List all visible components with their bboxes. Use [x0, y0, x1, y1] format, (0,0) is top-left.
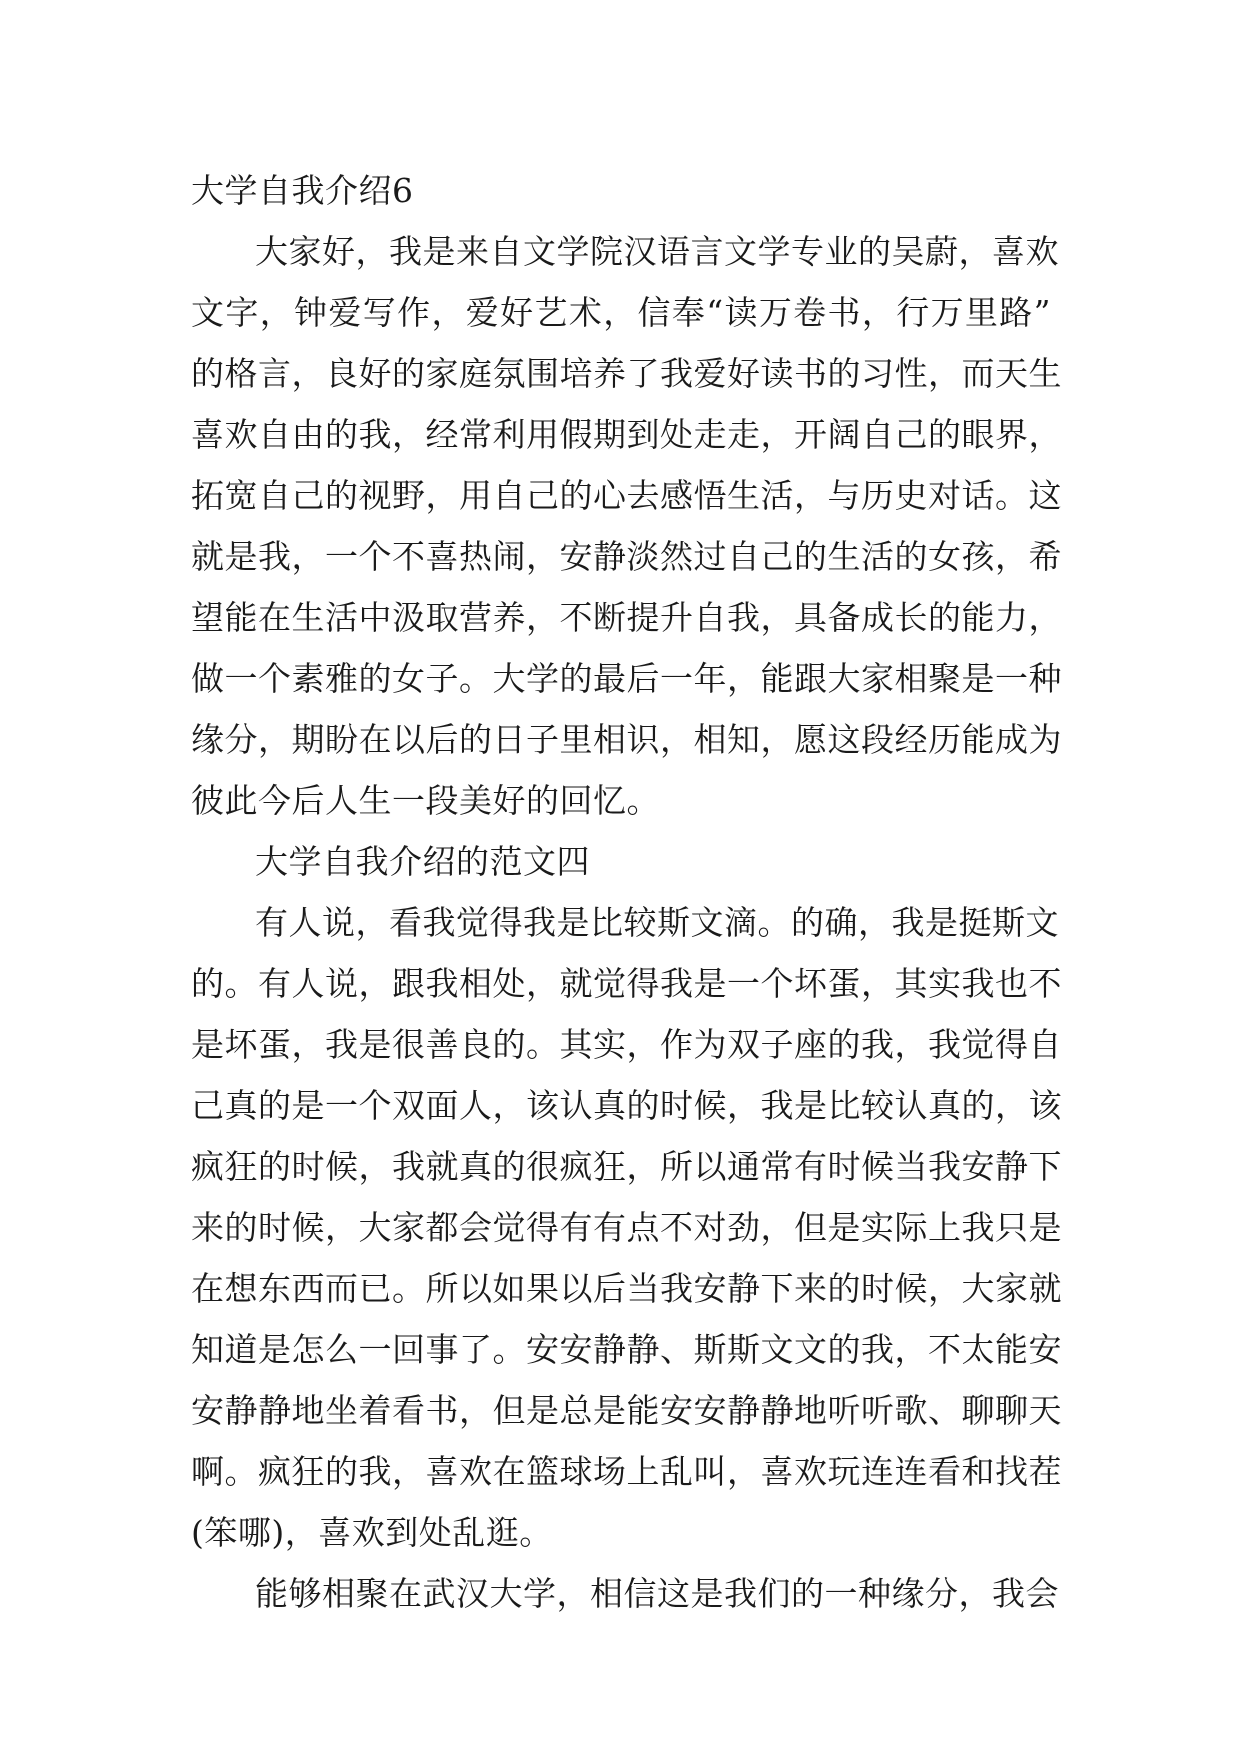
paragraph-line: 来的时候，大家都会觉得有有点不对劲，但是实际上我只是 — [191, 1208, 1062, 1247]
section-subheading: 大学自我介绍的范文四 — [255, 842, 590, 881]
paragraph-line: 彼此今后人生一段美好的回忆。 — [191, 781, 660, 820]
document-page — [191, 160, 1062, 1624]
paragraph-line: 的格言，良好的家庭氛围培养了我爱好读书的习性，而天生 — [191, 354, 1062, 393]
paragraph-1 — [191, 221, 1062, 831]
paragraph-line: 是坏蛋，我是很善良的。其实，作为双子座的我，我觉得自 — [191, 1025, 1062, 1064]
paragraph-line: 有人说，看我觉得我是比较斯文滴。的确，我是挺斯文 — [255, 903, 1059, 942]
paragraph-line: 喜欢自由的我，经常利用假期到处走走，开阔自己的眼界， — [191, 415, 1062, 454]
paragraph-line: 做一个素雅的女子。大学的最后一年，能跟大家相聚是一种 — [191, 659, 1062, 698]
paragraph-2 — [191, 892, 1062, 1563]
paragraph-line: 知道是怎么一回事了。安安静静、斯斯文文的我，不太能安 — [191, 1330, 1062, 1369]
paragraph-line: 疯狂的时候，我就真的很疯狂，所以通常有时候当我安静下 — [191, 1147, 1062, 1186]
paragraph-line: 能够相聚在武汉大学，相信这是我们的一种缘分，我会 — [255, 1574, 1059, 1613]
paragraph-line: 望能在生活中汲取营养，不断提升自我，具备成长的能力， — [191, 598, 1062, 637]
paragraph-line: 在想东西而已。所以如果以后当我安静下来的时候，大家就 — [191, 1269, 1062, 1308]
paragraph-line: 大家好，我是来自文学院汉语言文学专业的吴蔚，喜欢 — [255, 232, 1059, 271]
paragraph-line: 就是我，一个不喜热闹，安静淡然过自己的生活的女孩，希 — [191, 537, 1062, 576]
paragraph-line: 的。有人说，跟我相处，就觉得我是一个坏蛋，其实我也不 — [191, 964, 1062, 1003]
paragraph-line: 己真的是一个双面人，该认真的时候，我是比较认真的，该 — [191, 1086, 1062, 1125]
paragraph-line: (笨哪)，喜欢到处乱逛。 — [191, 1513, 553, 1552]
paragraph-line: 缘分，期盼在以后的日子里相识，相知，愿这段经历能成为 — [191, 720, 1062, 759]
paragraph-line: 安静静地坐着看书，但是总是能安安静静地听听歌、聊聊天 — [191, 1391, 1062, 1430]
paragraph-line: 文字，钟爱写作，爱好艺术，信奉“读万卷书，行万里路” — [191, 293, 1051, 332]
document-heading: 大学自我介绍6 — [191, 171, 414, 210]
paragraph-3 — [191, 1563, 1059, 1624]
paragraph-line: 拓宽自己的视野，用自己的心去感悟生活，与历史对话。这 — [191, 476, 1062, 515]
paragraph-line: 啊。疯狂的我，喜欢在篮球场上乱叫，喜欢玩连连看和找茬 — [191, 1452, 1062, 1491]
